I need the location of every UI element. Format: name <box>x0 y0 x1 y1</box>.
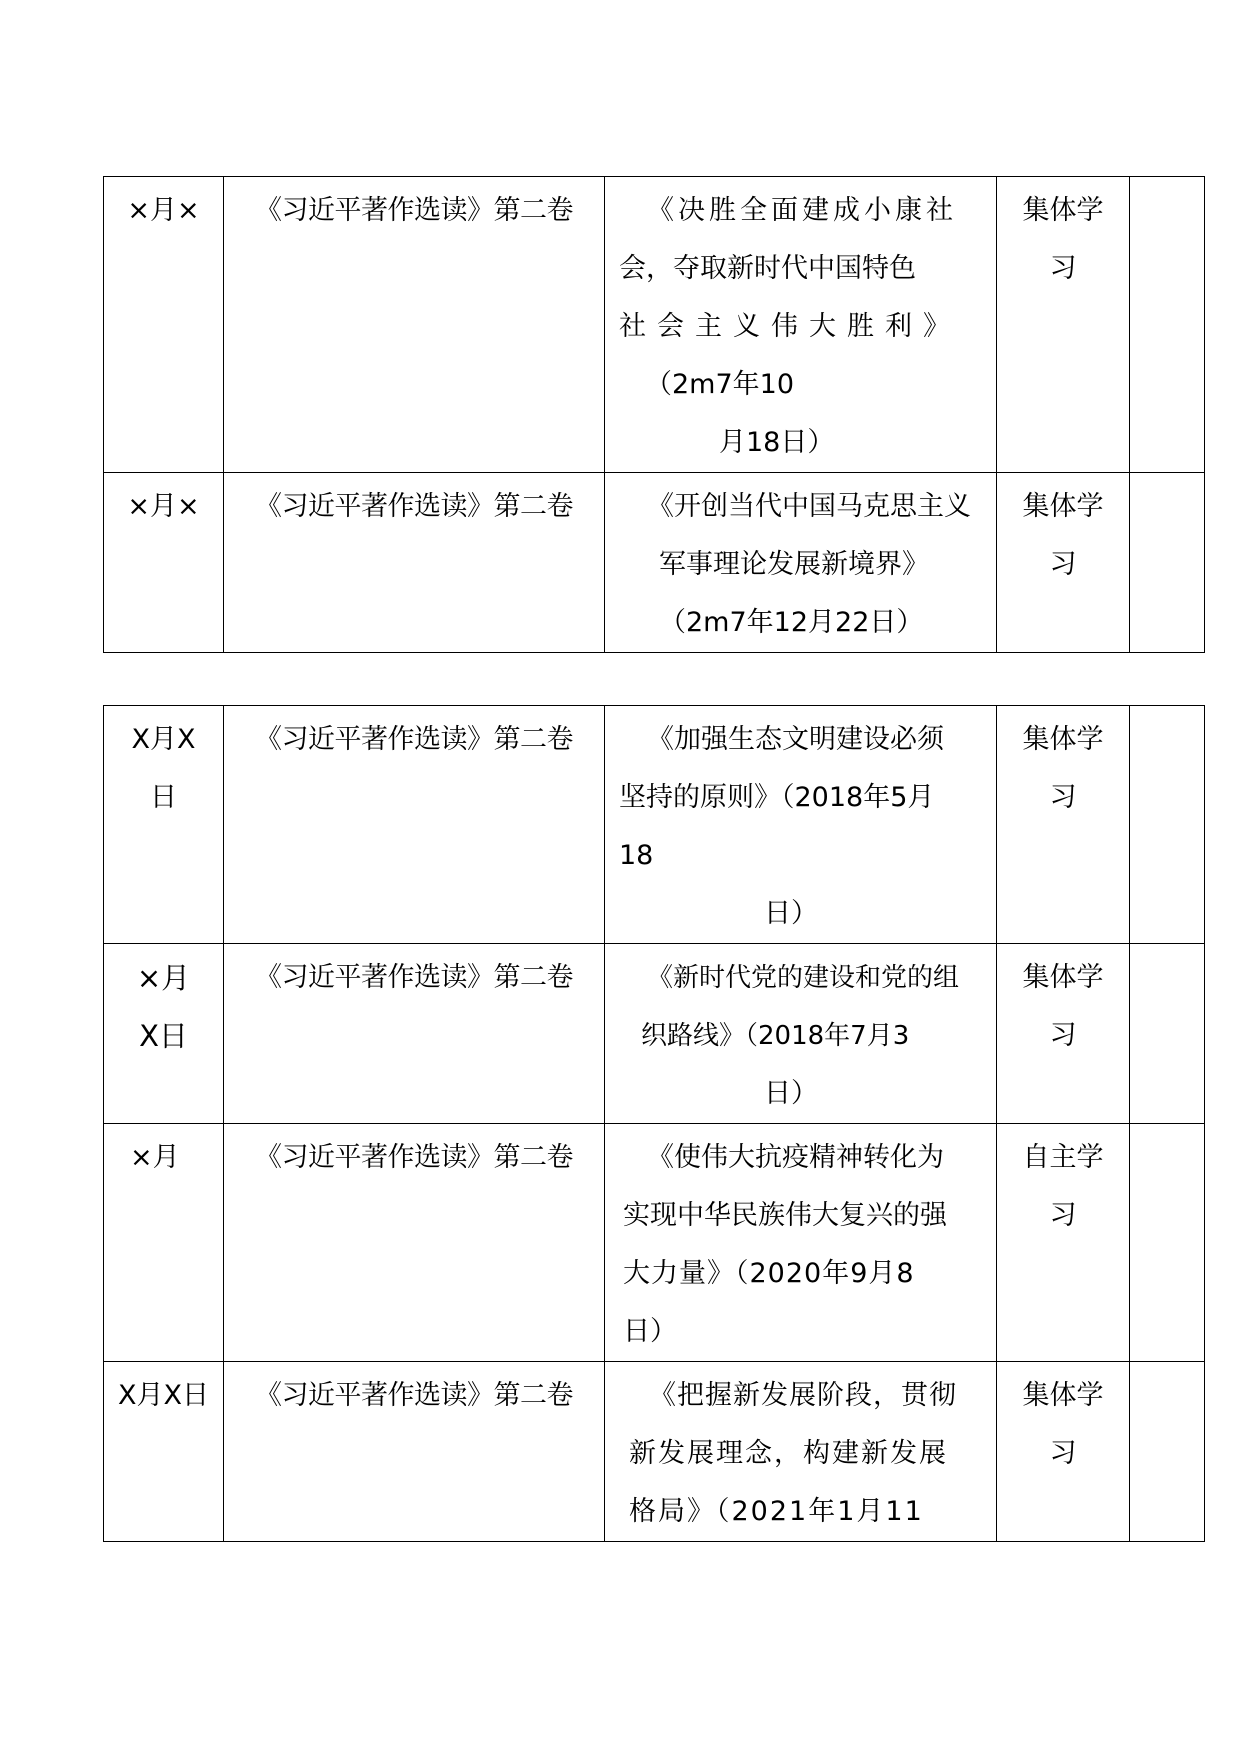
title-cell <box>605 1124 997 1362</box>
title-line: （2m7年10 <box>645 369 795 400</box>
title-line: 《加强生态文明建设必须 <box>647 724 944 755</box>
title-cell <box>605 177 997 473</box>
date-cell: X月X日 <box>104 1362 224 1542</box>
title-line: 18 <box>619 840 654 871</box>
date-cell: ×月 <box>104 1124 224 1362</box>
study-schedule-table-2 <box>103 705 1205 1542</box>
table-row <box>104 706 1205 944</box>
title-line: 坚持的原则》（2018年5月 <box>619 782 935 813</box>
title-line: （2m7年12月22日） <box>659 607 924 638</box>
study-mode-cell: 集体学习 <box>997 706 1130 944</box>
title-line: 《决胜全面建成小康社 <box>647 195 957 226</box>
date-cell: ×月× <box>104 473 224 653</box>
book-cell: 《习近平著作选读》第二卷 <box>224 473 605 653</box>
title-line: 新发展理念，构建新发展 <box>629 1438 948 1469</box>
study-schedule-table-1 <box>103 176 1205 653</box>
title-line: 《新时代党的建设和党的组 <box>647 963 960 993</box>
title-cell <box>605 1362 997 1542</box>
table-row <box>104 1124 1205 1362</box>
title-line: 日） <box>764 1078 818 1109</box>
remark-cell <box>1130 706 1205 944</box>
title-line: 日） <box>764 898 818 929</box>
title-line: 大力量》（2020年9月8 <box>623 1258 915 1289</box>
title-cell <box>605 944 997 1124</box>
title-line: 《开创当代中国马克思主义 <box>647 491 971 522</box>
table-row <box>104 473 1205 653</box>
study-mode-cell: 自主学习 <box>997 1124 1130 1362</box>
title-line: 会，夺取新时代中国特色 <box>619 253 916 284</box>
remark-cell <box>1130 944 1205 1124</box>
remark-cell <box>1130 1124 1205 1362</box>
remark-cell <box>1130 177 1205 473</box>
date-cell: X月X日 <box>104 706 224 944</box>
title-line: 日） <box>623 1316 677 1347</box>
book-cell: 《习近平著作选读》第二卷 <box>224 1362 605 1542</box>
study-mode-cell: 集体学习 <box>997 1362 1130 1542</box>
date-cell: ×月× <box>104 177 224 473</box>
study-mode-cell: 集体学习 <box>997 944 1130 1124</box>
title-line: 织路线》（2018年7月3 <box>641 1021 910 1051</box>
table-row <box>104 944 1205 1124</box>
date-cell: ×月X日 <box>104 944 224 1124</box>
book-cell: 《习近平著作选读》第二卷 <box>224 944 605 1124</box>
title-cell <box>605 473 997 653</box>
title-line: 格局》（2021年1月11 <box>629 1496 924 1527</box>
title-cell <box>605 706 997 944</box>
title-line: 军事理论发展新境界》 <box>659 549 929 580</box>
table-row <box>104 177 1205 473</box>
title-line: 月18日） <box>719 427 835 458</box>
remark-cell <box>1130 473 1205 653</box>
table-row <box>104 1362 1205 1542</box>
title-line: 社会主义伟大胜利》 <box>619 311 961 342</box>
book-cell: 《习近平著作选读》第二卷 <box>224 706 605 944</box>
title-line: 实现中华民族伟大复兴的强 <box>623 1200 947 1231</box>
title-line: 《使伟大抗疫精神转化为 <box>647 1142 944 1173</box>
study-mode-cell: 集体学习 <box>997 473 1130 653</box>
title-line: 《把握新发展阶段，贯彻 <box>649 1380 957 1411</box>
book-cell: 《习近平著作选读》第二卷 <box>224 177 605 473</box>
book-cell: 《习近平著作选读》第二卷 <box>224 1124 605 1362</box>
remark-cell <box>1130 1362 1205 1542</box>
study-mode-cell: 集体学习 <box>997 177 1130 473</box>
